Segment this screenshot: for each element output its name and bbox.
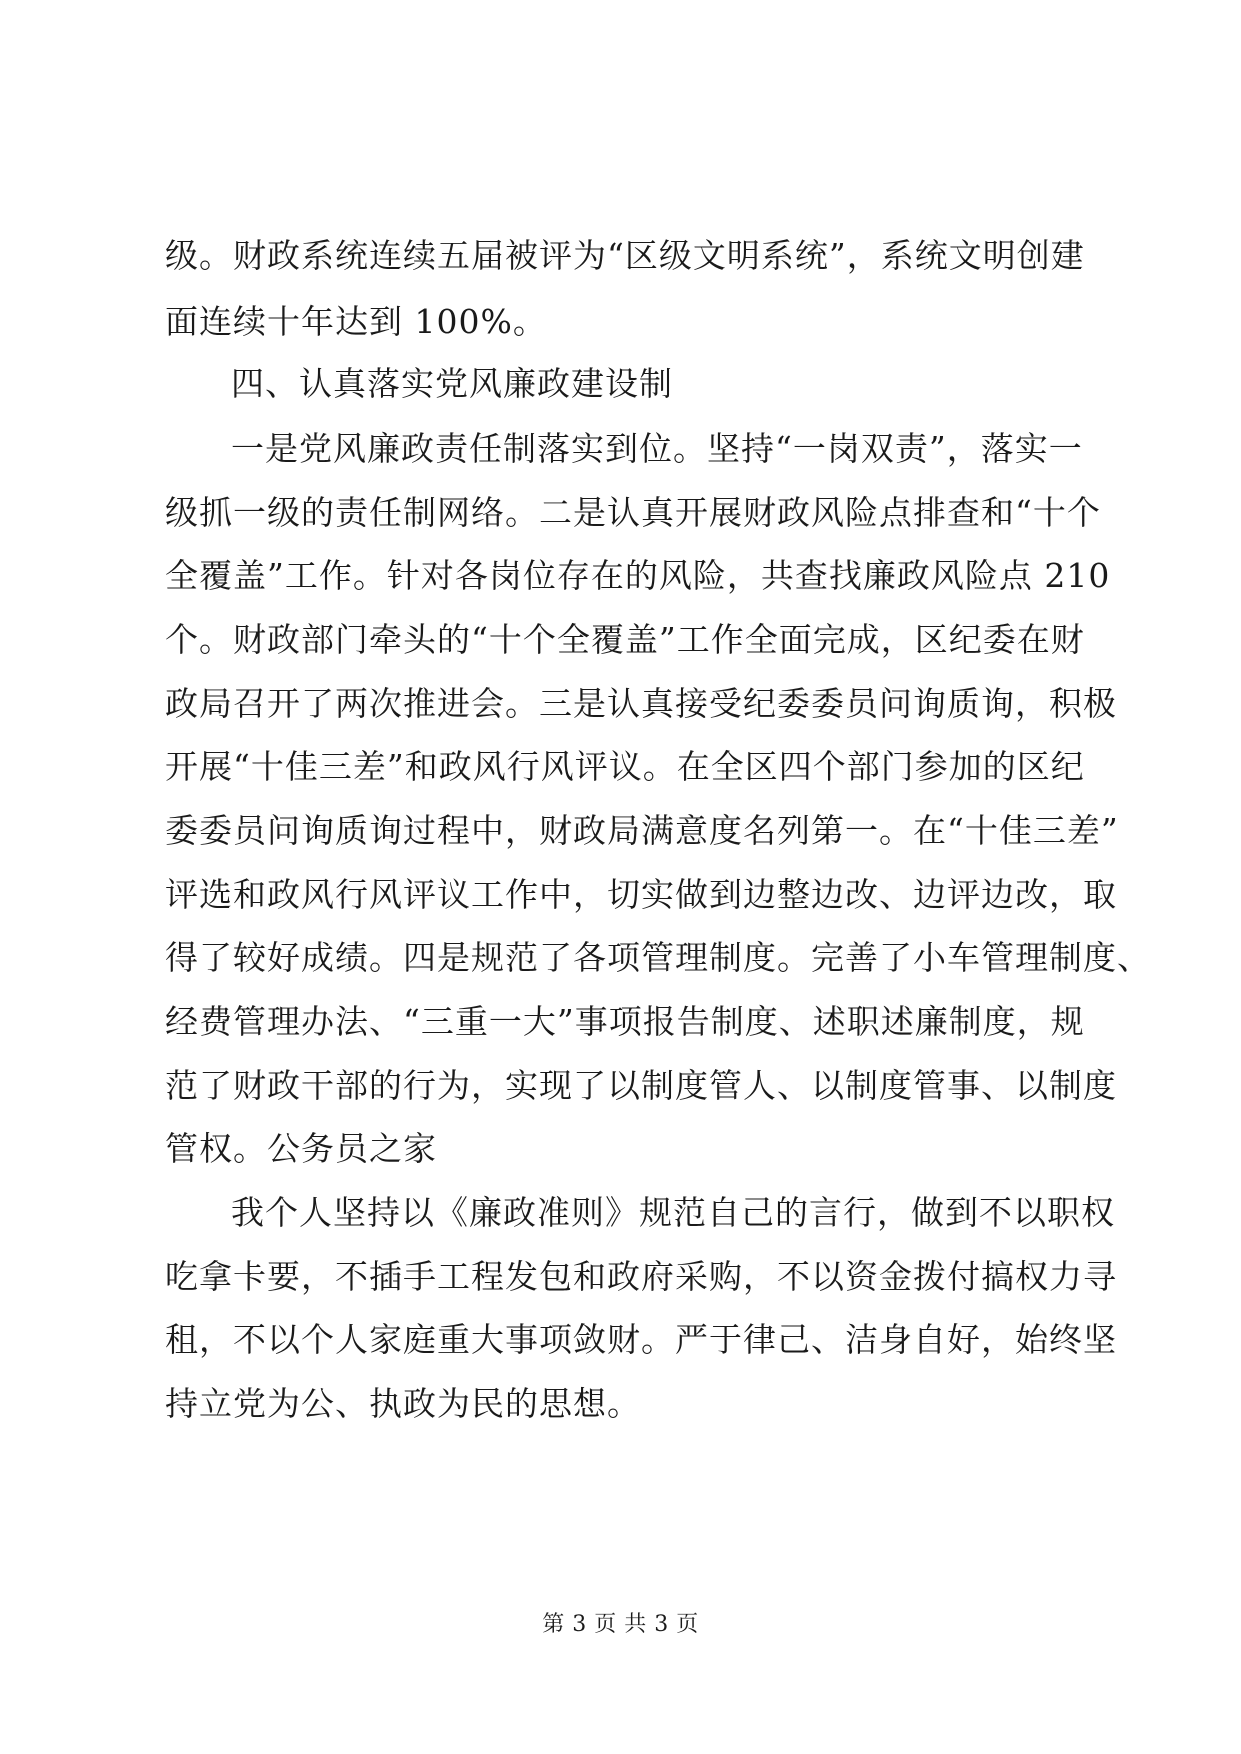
body-text-line: 级。财政系统连续五届被评为“区级文明系统”，系统文明创建 [165, 236, 1085, 275]
section-heading: 四、认真落实党风廉政建设制 [231, 364, 673, 403]
body-text-line: 吃拿卡要，不插手工程发包和政府采购，不以资金拨付搞权力寻 [165, 1257, 1117, 1296]
body-text-line: 我个人坚持以《廉政准则》规范自己的言行，做到不以职权 [231, 1193, 1115, 1232]
body-text-line: 经费管理办法、“三重一大”事项报告制度、述职述廉制度，规 [165, 1002, 1085, 1041]
body-text-line: 租，不以个人家庭重大事项敛财。严于律己、洁身自好，始终坚 [165, 1320, 1117, 1359]
body-text-line: 持立党为公、执政为民的思想。 [165, 1384, 641, 1423]
body-text-line: 范了财政干部的行为，实现了以制度管人、以制度管事、以制度 [165, 1066, 1117, 1105]
body-text-line: 全覆盖”工作。针对各岗位存在的风险，共查找廉政风险点 210 [165, 556, 1111, 595]
body-text-line: 开展“十佳三差”和政风行风评议。在全区四个部门参加的区纪 [165, 747, 1085, 786]
body-text-line: 面连续十年达到 100%。 [165, 302, 547, 341]
body-text-line: 得了较好成绩。四是规范了各项管理制度。完善了小车管理制度、 [165, 938, 1151, 977]
page-number-footer: 第 3 页 共 3 页 [542, 1612, 699, 1637]
body-text-line: 级抓一级的责任制网络。二是认真开展财政风险点排查和“十个 [165, 493, 1101, 532]
body-text-line: 个。财政部门牵头的“十个全覆盖”工作全面完成，区纪委在财 [165, 620, 1085, 659]
body-text-line: 评选和政风行风评议工作中，切实做到边整边改、边评边改，取 [165, 875, 1117, 914]
body-text-line: 委委员问询质询过程中，财政局满意度名列第一。在“十佳三差” [165, 811, 1119, 850]
body-text-line: 一是党风廉政责任制落实到位。坚持“一岗双责”，落实一 [231, 429, 1083, 468]
body-text-line: 管权。公务员之家 [165, 1129, 437, 1168]
body-text-line: 政局召开了两次推进会。三是认真接受纪委委员问询质询，积极 [165, 684, 1117, 723]
